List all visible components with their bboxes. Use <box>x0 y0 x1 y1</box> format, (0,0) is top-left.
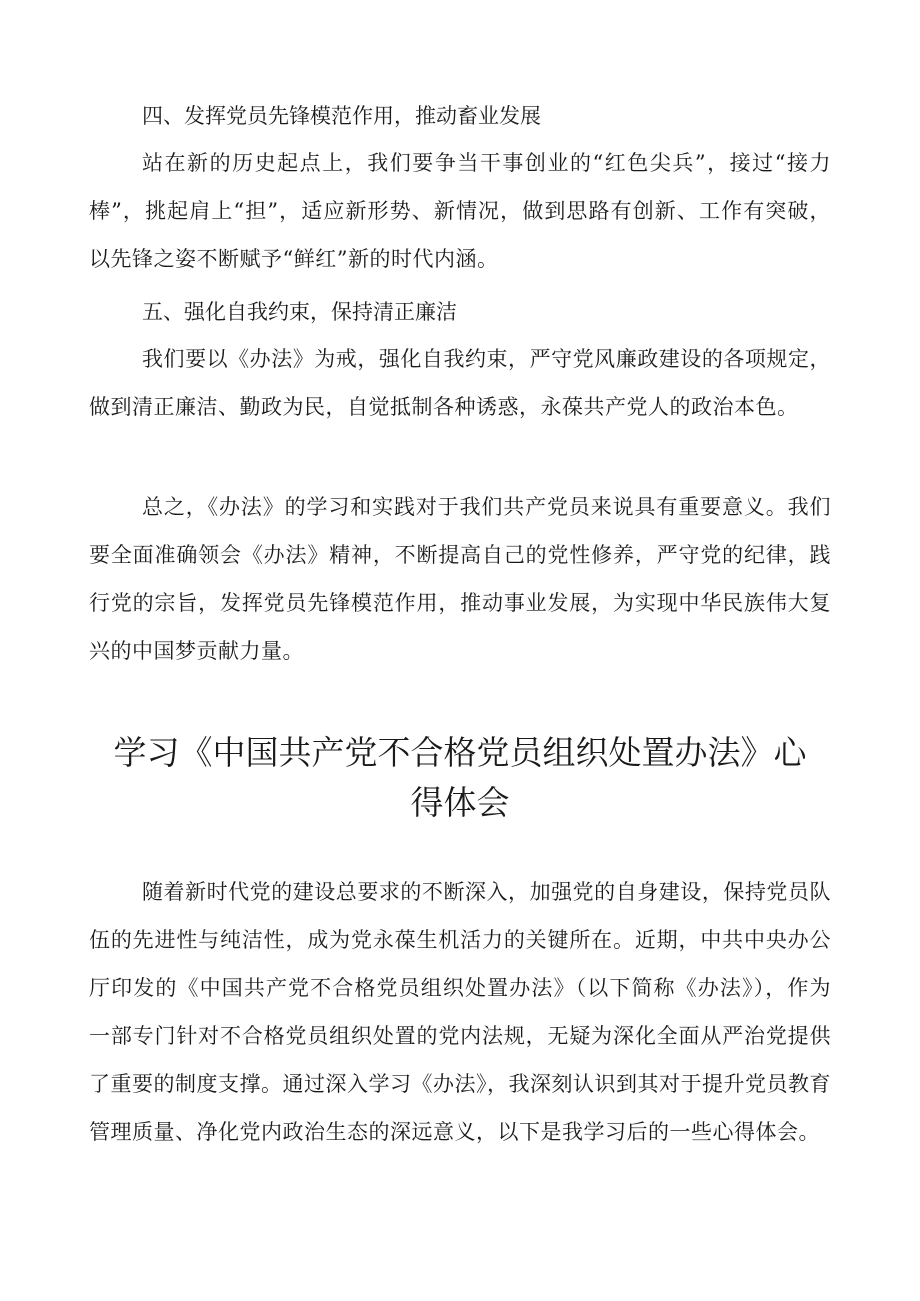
section-5-heading: 五、强化自我约束，保持清正廉洁 <box>142 300 457 324</box>
section-4-paragraph: 站在新的历史起点上，我们要争当干事创业的“红色尖兵”，接过“接力棒”，挑起肩上“担”，适应新形势、新情况，做到思路有创新、工作有突破，以先锋之姿不断赋予“鲜红”新的时代内涵。 <box>89 151 831 271</box>
section-4-heading: 四、发挥党员先锋模范作用，推动畜业发展 <box>142 104 541 128</box>
article-title-line-1: 学习《中国共产党不合格党员组织处置办法》心 <box>113 733 807 772</box>
article-intro-paragraph: 随着新时代党的建设总要求的不断深入，加强党的自身建设，保持党员队伍的先进性与纯洁性，成为党永葆生机活力的关键所在。近期，中共中央办公厅印发的《中国共产党不合格党员组织处置办法》（以下简称《办法》），作为一部专门针对不合格党员组织处置的党内法规，无疑为深化全面从严治党提供了重要的制度支撑。通过深入学习《办法》，我深刻认识到其对于提升党员教育管理质量、净化党内政治生态的深远意义，以下是我学习后的一些心得体会。 <box>89 880 831 1144</box>
article-title-line-2: 得体会 <box>410 783 510 822</box>
conclusion-paragraph: 总之，《办法》的学习和实践对于我们共产党员来说具有重要意义。我们要全面准确领会《办法》精神，不断提高自己的党性修养，严守党的纪律，践行党的宗旨，发挥党员先锋模范作用，推动事业发展，为实现中华民族伟大复兴的中国梦贡献力量。 <box>89 495 831 663</box>
section-5-paragraph: 我们要以《办法》为戒，强化自我约束，严守党风廉政建设的各项规定，做到清正廉洁、勤政为民，自觉抵制各种诱惑，永葆共产党人的政治本色。 <box>89 347 831 419</box>
